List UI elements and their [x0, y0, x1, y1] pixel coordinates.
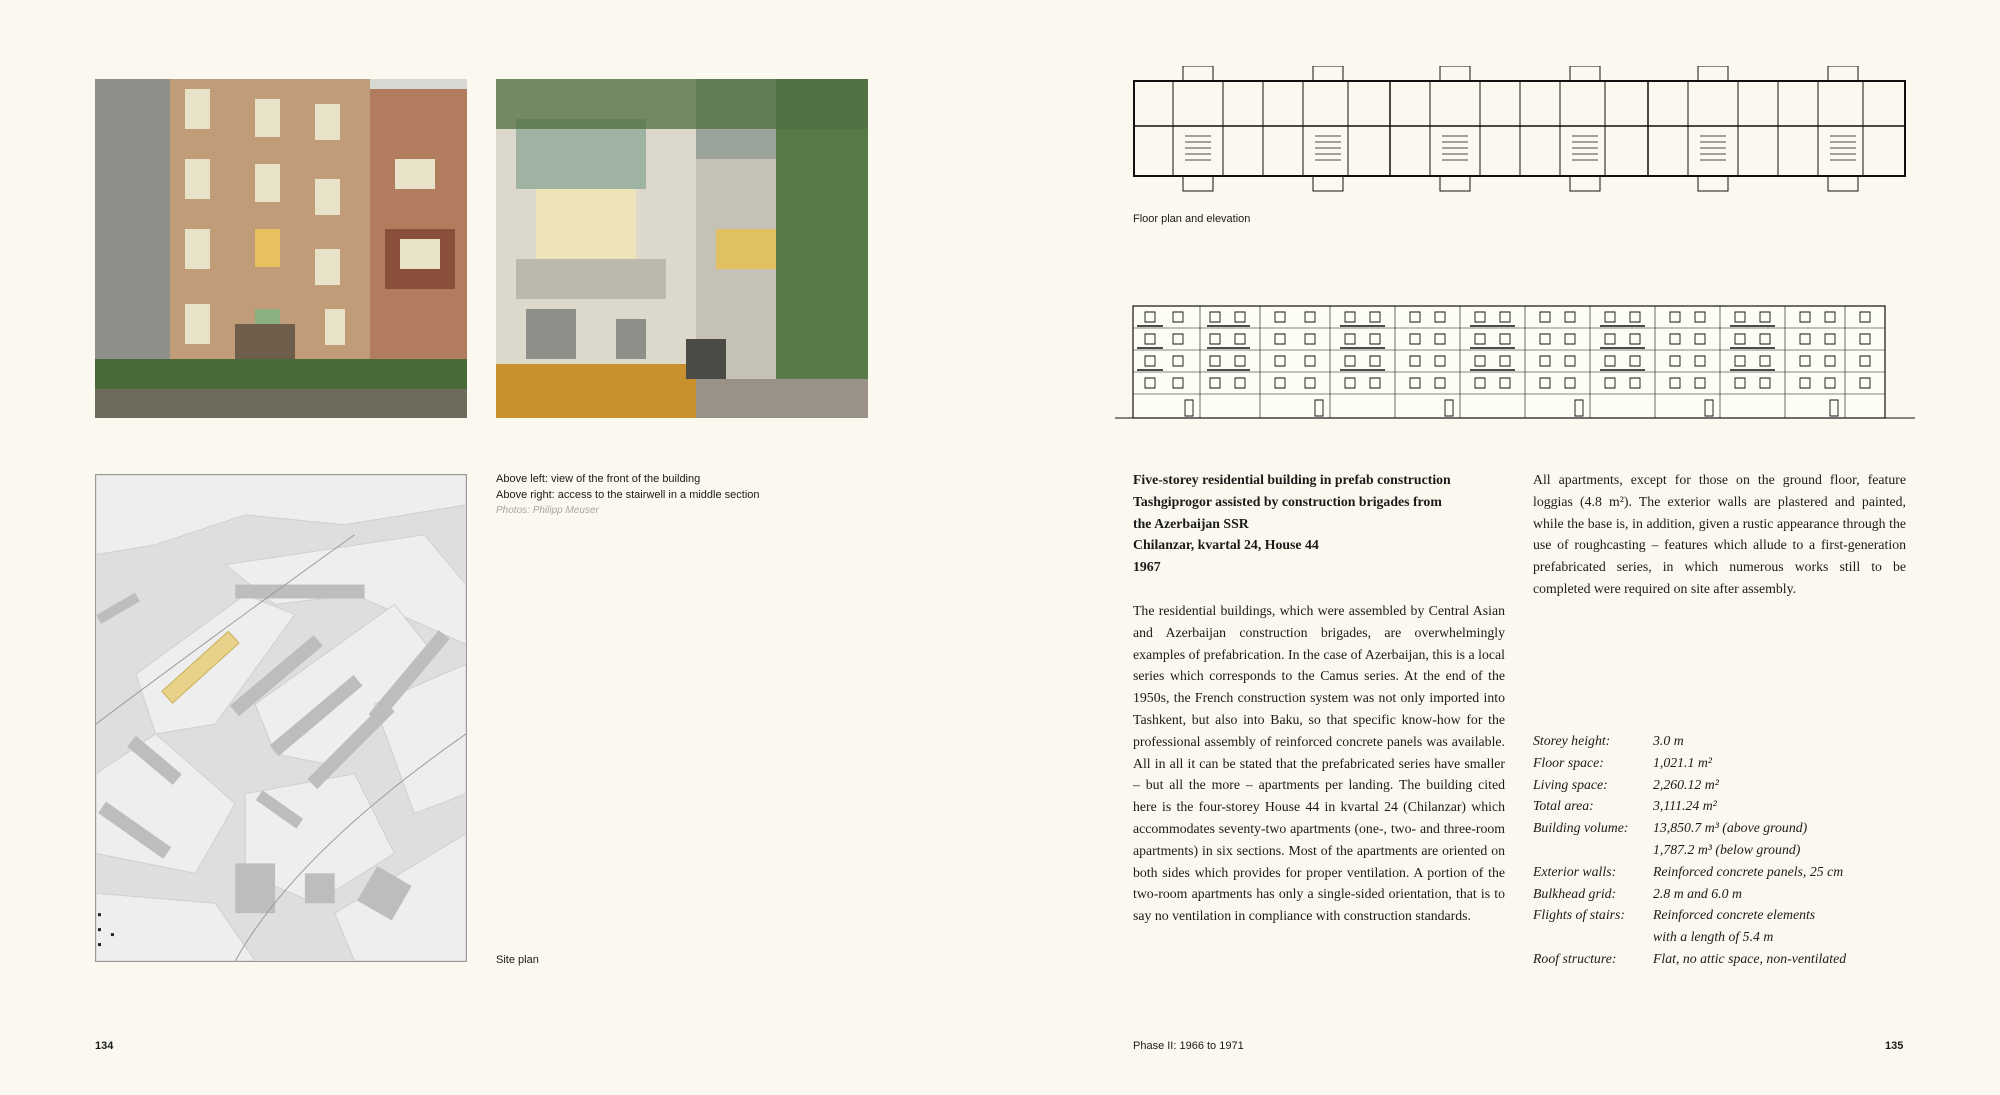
- spec-label: Storey height:: [1533, 733, 1611, 748]
- spec-label: Floor space:: [1533, 754, 1604, 770]
- spec-value: Reinforced concrete elements: [1653, 907, 1816, 923]
- specs-table: [1533, 730, 1906, 970]
- photo-captions: [496, 471, 896, 519]
- spec-label: Living space:: [1533, 776, 1608, 792]
- spec-row: [1533, 926, 1846, 948]
- spec-value: 3,111.24 m²: [1653, 798, 1717, 814]
- spec-label: Exterior walls:: [1533, 863, 1617, 879]
- floor-plan-drawing: [1133, 66, 1906, 192]
- spec-row: [1533, 839, 1846, 861]
- heading-title: Five-storey residential building in prefab construction: [1133, 472, 1451, 487]
- caption-right-photo: Above right: access to the stairwell in a middle section: [496, 489, 760, 501]
- spec-value: 3.0 m: [1653, 733, 1684, 748]
- spec-row: [1533, 861, 1846, 883]
- heading-architect-cont: the Azerbaijan SSR: [1133, 515, 1249, 531]
- spec-label: Total area:: [1533, 798, 1594, 814]
- spec-value: 1,021.1 m²: [1653, 754, 1712, 770]
- page-number-left: 134: [95, 1040, 114, 1052]
- spec-value: 1,787.2 m³ (below ground): [1653, 841, 1801, 857]
- heading-year: 1967: [1133, 559, 1161, 575]
- project-heading: [1133, 469, 1523, 578]
- spec-value: Flat, no attic space, non-ventilated: [1653, 950, 1847, 966]
- photo-stairwell-access: [496, 79, 868, 418]
- spec-row: [1533, 752, 1846, 774]
- site-plan-label: Site plan: [496, 954, 539, 966]
- spec-label: Building volume:: [1533, 820, 1629, 836]
- spec-label: Bulkhead grid:: [1533, 885, 1617, 901]
- spec-value: 13,850.7 m³ (above ground): [1653, 820, 1808, 836]
- spec-label: Flights of stairs:: [1533, 907, 1625, 923]
- spec-row: [1533, 948, 1846, 970]
- spec-row: [1533, 774, 1846, 796]
- spec-label: Roof structure:: [1533, 950, 1617, 966]
- drawings-caption: Floor plan and elevation: [1133, 213, 1251, 225]
- running-footer: Phase II: 1966 to 1971: [1133, 1040, 1244, 1052]
- spec-row: [1533, 817, 1846, 839]
- body-text-column-2: All apartments, except for those on the ground floor, feature loggias (4.8 m²). The exterior walls are plastered and painted, while the base is, in addition, given a rustic appearance through the use of roughcasting – features which allude to a first-generation prefabricated series, in which numerous works still to be completed were required on site after assembly.: [1533, 472, 1906, 596]
- spec-row: [1533, 883, 1846, 905]
- site-plan-map: [95, 474, 467, 962]
- photo-credit: Photos: Philipp Meuser: [496, 505, 599, 516]
- spec-row: [1533, 904, 1846, 926]
- spec-row: [1533, 795, 1846, 817]
- spec-value: with a length of 5.4 m: [1653, 929, 1774, 945]
- elevation-drawing: [1115, 296, 1915, 422]
- body-text-column-1: The residential buildings, which were assembled by Central Asian and Azerbaijan construction brigades, are overwhelmingly examples of prefabrication. In the case of Azerbaijan, this is a local series which corresponds to the Camus series. At the end of the 1950s, the French construction system was not only imported into Tashkent, but also into Baku, so that specific know-how for the professional assembly of reinforced concrete panels was available. All in all it can be stated that the prefabricated series have smaller – but all the more – apartments per landing. The building cited here is the four-storey House 44 in kvartal 24 (Chilanzar) which accommodates seventy-two apartments (one-, two- and three-room apartments) in six sections. Most of the apartments are oriented on both sides which provides for proper ventilation. A portion of the two-room apartments has only a single-sided orientation, that is to say no ventilation in compliance with construction standards.: [1133, 603, 1505, 924]
- page-number-right: 135: [1885, 1040, 1904, 1052]
- spec-value: 2.8 m and 6.0 m: [1653, 885, 1742, 901]
- spec-value: Reinforced concrete panels, 25 cm: [1653, 863, 1844, 879]
- caption-left-photo: Above left: view of the front of the building: [496, 473, 701, 485]
- heading-address: Chilanzar, kvartal 24, House 44: [1133, 537, 1319, 553]
- spec-value: 2,260.12 m²: [1653, 776, 1719, 792]
- spec-label: [1533, 926, 1653, 948]
- heading-architect: Tashgiprogor assisted by construction brigades from: [1133, 493, 1442, 509]
- spec-row: [1533, 730, 1846, 752]
- spec-label: [1533, 839, 1653, 861]
- photo-building-front: [95, 79, 467, 418]
